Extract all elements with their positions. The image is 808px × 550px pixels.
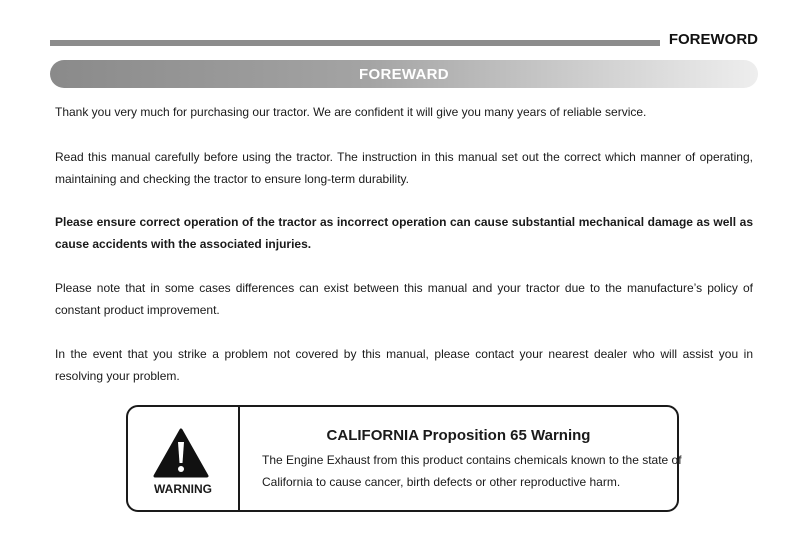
differences-paragraph: Please note that in some cases differences can exist between this manual and your tractor due to the manufacture’s policy of constant product improvement. [55, 281, 753, 317]
section-header-label: FOREWORD [668, 31, 758, 48]
prop65-warning-box [126, 405, 682, 512]
banner-title: FOREWARD [359, 65, 449, 83]
safety-paragraph: Please ensure correct operation of the tractor as incorrect operation can cause substantial mechanical damage as well as cause accidents with the associated injuries. [55, 215, 753, 251]
warning-body: The Engine Exhaust from this product contains chemicals known to the state of California to cause cancer, birth defects or other reproductive harm. [262, 453, 682, 489]
intro-paragraph: Thank you very much for purchasing our tractor. We are confident it will give you many years of reliable service. [55, 105, 647, 119]
warning-title: CALIFORNIA Proposition 65 Warning [326, 427, 591, 444]
manual-instructions-paragraph: Read this manual carefully before using the tractor. The instruction in this manual set out the correct which manner of operating, maintaining and checking the tractor to ensure long-term durability. [55, 150, 753, 186]
title-banner [50, 60, 758, 88]
header-rule [50, 40, 660, 46]
warning-triangle-icon [152, 427, 210, 479]
dealer-contact-paragraph: In the event that you strike a problem not covered by this manual, please contact your nearest dealer who will assist you in resolving your problem. [55, 347, 753, 383]
warning-label: WARNING [154, 482, 212, 496]
warning-divider [238, 407, 240, 510]
